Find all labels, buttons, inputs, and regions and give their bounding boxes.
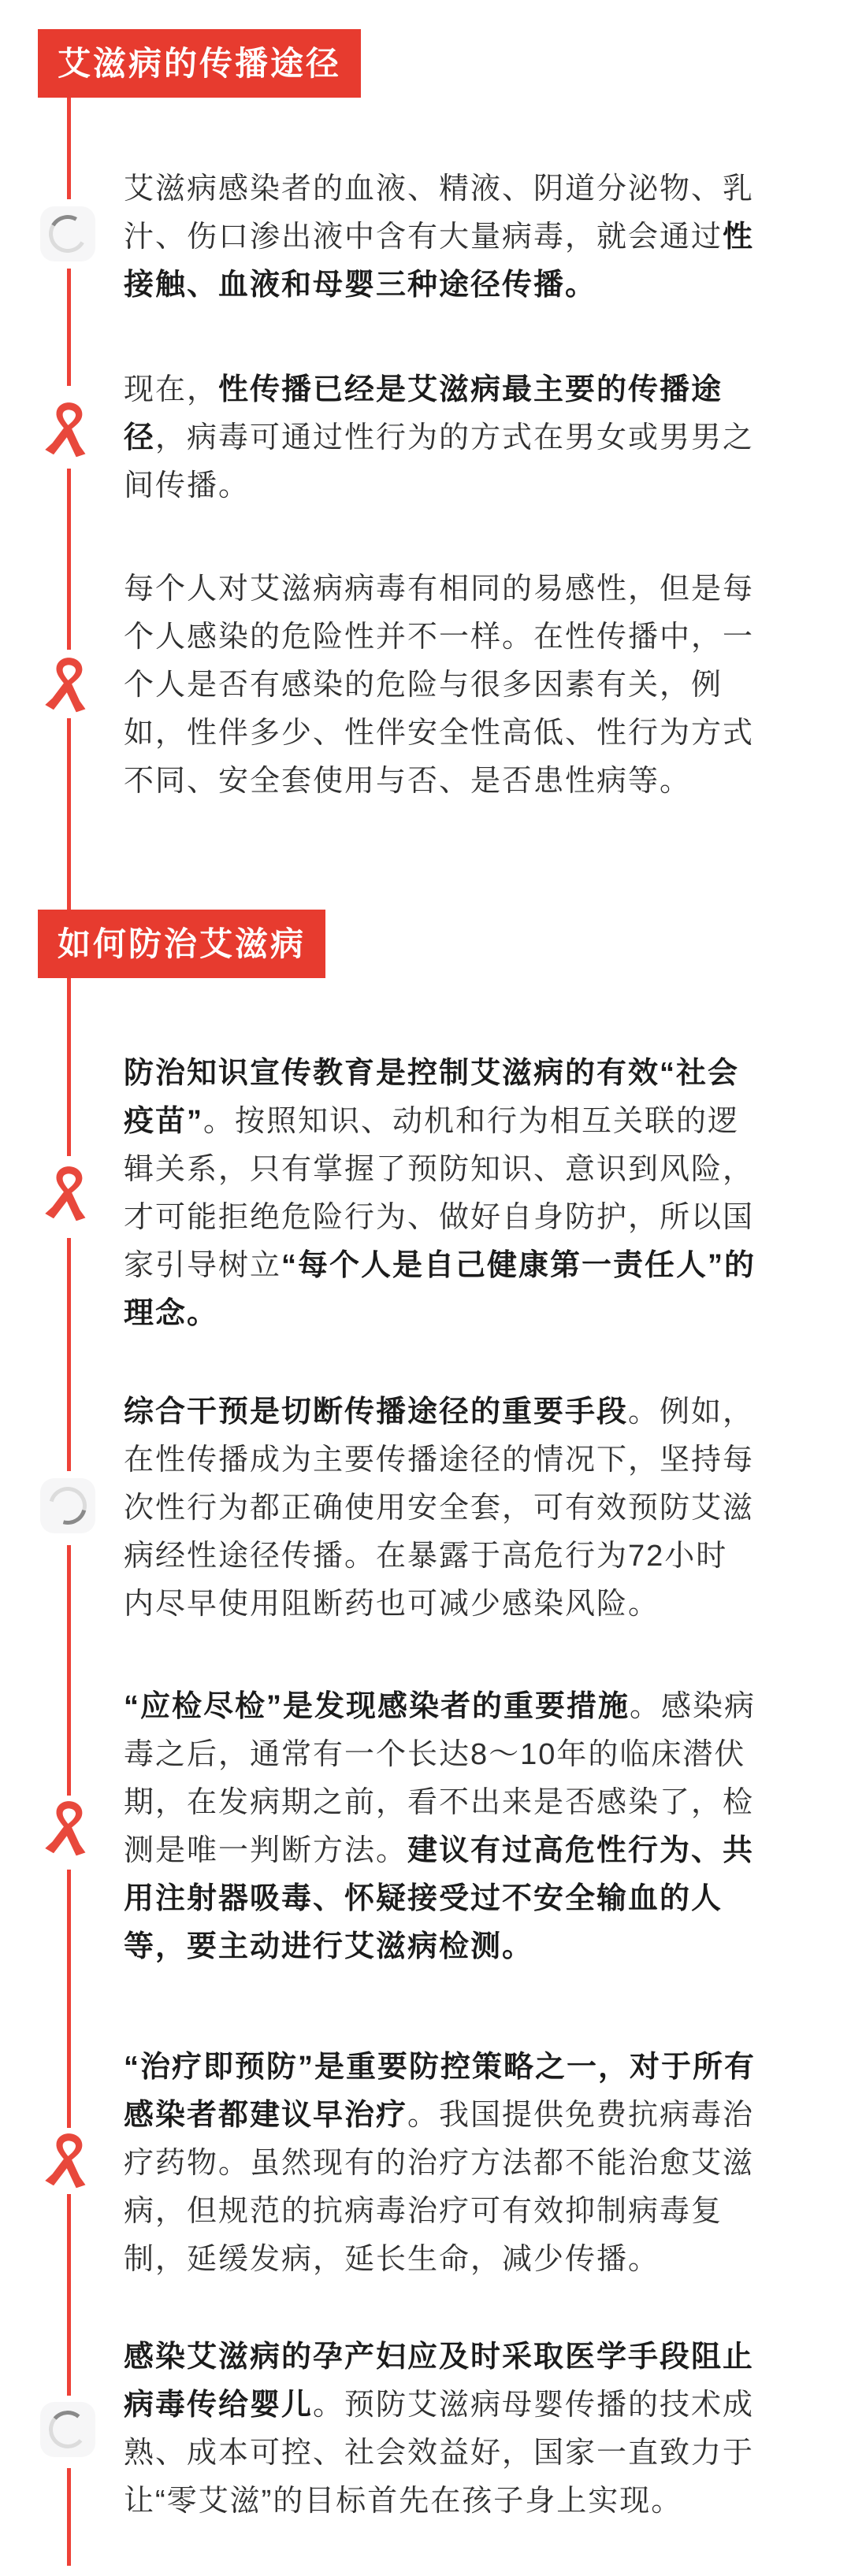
loading-spinner-icon xyxy=(40,2402,95,2457)
paragraph-transmission-routes xyxy=(124,165,758,309)
text-run: 。例如，在性传播成为主要传播途径的情况下，坚持每次性行为都正确使用安全套，可有效预防艾滋病经性途径传播。在暴露于高危行为72小时内尽早使用阻断药也可减少感染风险。 xyxy=(124,1395,755,1621)
timeline-line-segment xyxy=(67,978,71,1156)
spinner-arc xyxy=(42,1480,94,1532)
timeline-line-segment xyxy=(67,1870,71,2128)
bold-text-run: 感染艾滋病的孕产妇应及时采取医学手段阻止病毒传给婴儿 xyxy=(124,2341,755,2422)
paragraph-treatment-as-prevention xyxy=(124,2044,758,2284)
section-badge-transmission: 艾滋病的传播途径 xyxy=(38,29,361,98)
spinner-arc xyxy=(47,2409,88,2450)
timeline-line-segment xyxy=(67,469,71,650)
section-badge-prevention: 如何防治艾滋病 xyxy=(38,910,325,978)
bold-text-run: 建议有过高危性行为、共用注射器吸毒、怀疑接受过不安全输血的人等，要主动进行艾滋病检测。 xyxy=(124,1834,755,1963)
red-ribbon-icon xyxy=(45,401,91,456)
spinner-arc xyxy=(45,211,91,258)
bold-text-run: “治疗即预防”是重要防控策略之一，对于所有感染者都建议早治疗 xyxy=(124,2051,756,2132)
paragraph-education-vaccine xyxy=(124,1050,758,1338)
loading-spinner-icon xyxy=(40,1478,95,1533)
paragraph-mother-to-child xyxy=(124,2333,758,2526)
bold-text-run: 防治知识宣传教育是控制艾滋病的有效“社会疫苗” xyxy=(124,1057,740,1138)
red-ribbon-icon xyxy=(45,1165,91,1220)
paragraph-testing xyxy=(124,1683,758,1971)
text-run: ，病毒可通过性行为的方式在男女或男男之间传播。 xyxy=(124,421,755,502)
bold-text-run: “应检尽检”是发现感染者的重要措施 xyxy=(124,1690,630,1723)
text-run: 。我国提供免费抗病毒治疗药物。虽然现有的治疗方法都不能治愈艾滋病，但规范的抗病毒治疗可有效抑制病毒复制，延缓发病，延长生命，减少传播。 xyxy=(124,2099,755,2276)
timeline-line-segment xyxy=(67,98,71,199)
paragraph-comprehensive-intervention xyxy=(124,1388,758,1629)
timeline-line-segment xyxy=(67,718,71,910)
text-run: 现在， xyxy=(124,373,219,406)
red-ribbon-icon xyxy=(45,1799,91,1855)
text-run: 每个人对艾滋病病毒有相同的易感性，但是每个人感染的危险性并不一样。在性传播中，一个人是否有感染的危险与很多因素有关，例如，性伴多少、性伴安全性高低、性行为方式不同、安全套使用与否、是否患性病等。 xyxy=(124,573,755,798)
text-run: 艾滋病感染者的血液、精液、阴道分泌物、乳汁、伤口渗出液中含有大量病毒，就会通过 xyxy=(124,172,755,254)
timeline-line-segment xyxy=(67,1238,71,1471)
text-run: 。预防艾滋病母婴传播的技术成熟、成本可控、社会效益好，国家一直致力于让“零艾滋”的目标首先在孩子身上实现。 xyxy=(124,2389,755,2518)
text-run: 。按照知识、动机和行为相互关联的逻辑关系，只有掌握了预防知识、意识到风险，才可能拒绝危险行为、做好自身防护，所以国家引导树立 xyxy=(124,1105,755,1282)
red-ribbon-icon xyxy=(45,656,91,711)
paragraph-sexual-transmission xyxy=(124,366,758,510)
bold-text-run: 综合干预是切断传播途径的重要手段 xyxy=(124,1395,629,1429)
timeline-line-segment xyxy=(67,2468,71,2566)
loading-spinner-icon xyxy=(40,206,95,261)
red-ribbon-icon xyxy=(45,2132,91,2187)
timeline-line-segment xyxy=(67,2194,71,2396)
timeline-line-segment xyxy=(67,1545,71,1796)
text-run: 。感染病毒之后，通常有一个长达8～10年的临床潜伏期，在发病期之前，看不出来是否感染了，检测是唯一判断方法。 xyxy=(124,1690,756,1867)
timeline-line-segment xyxy=(67,269,71,386)
bold-text-run: 性传播已经是艾滋病最主要的传播途径 xyxy=(124,373,723,454)
paragraph-risk-factors xyxy=(124,565,758,806)
bold-text-run: 性接触、血液和母婴三种途径传播。 xyxy=(124,221,755,302)
bold-text-run: “每个人是自己健康第一责任人”的理念。 xyxy=(124,1249,756,1330)
